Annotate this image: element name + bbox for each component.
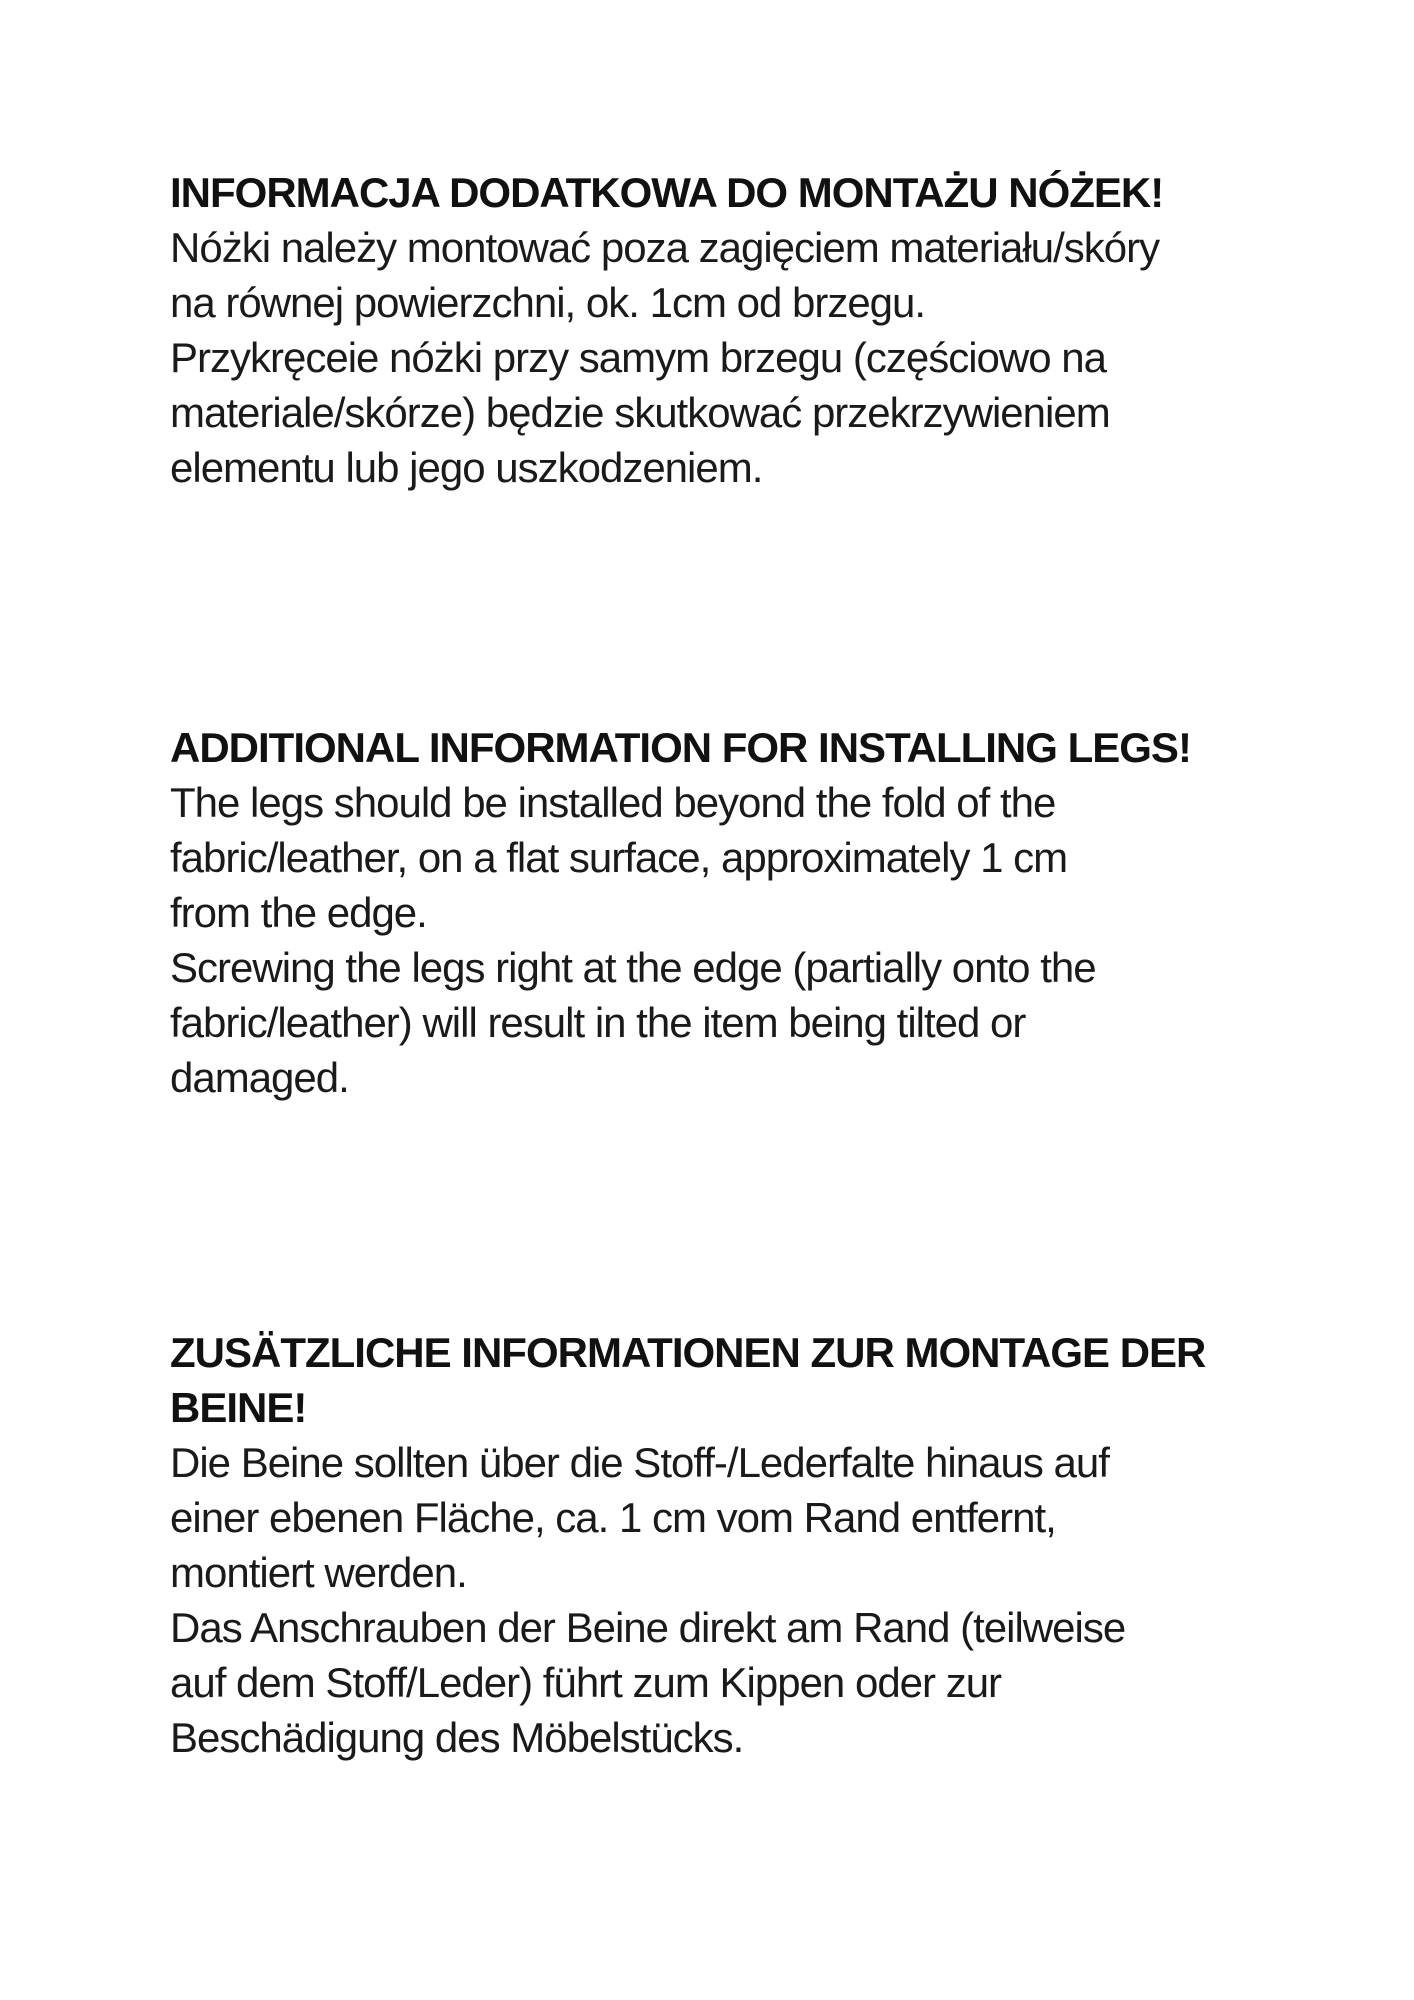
text-line: auf dem Stoff/Leder) führt zum Kippen oder zur	[170, 1659, 1002, 1706]
text-line: fabric/leather, on a flat surface, approximately 1 cm	[170, 834, 1068, 881]
section-english	[170, 720, 1314, 1105]
text-line: montiert werden.	[170, 1549, 467, 1596]
text-line: Die Beine sollten über die Stoff-/Lederfalte hinaus auf	[170, 1439, 1109, 1486]
text-line: Przykręceie nóżki przy samym brzegu (częściowo na	[170, 334, 1106, 381]
section-title-english	[170, 720, 1314, 775]
section-polish	[170, 165, 1314, 495]
section-title-polish	[170, 165, 1314, 220]
text-line: from the edge.	[170, 889, 427, 936]
text-line: elementu lub jego uszkodzeniem.	[170, 444, 763, 491]
text-line: Beschädigung des Möbelstücks.	[170, 1714, 744, 1761]
section-body-german	[170, 1435, 1314, 1765]
text-line: ZUSÄTZLICHE INFORMATIONEN ZUR MONTAGE DER	[170, 1329, 1206, 1376]
text-line: Screwing the legs right at the edge (partially onto the	[170, 944, 1096, 991]
text-line: BEINE!	[170, 1384, 307, 1431]
text-line: The legs should be installed beyond the fold of the	[170, 779, 1056, 826]
text-line: INFORMACJA DODATKOWA DO MONTAŻU NÓŻEK!	[170, 169, 1164, 216]
text-line: Nóżki należy montować poza zagięciem materiału/skóry	[170, 224, 1160, 271]
text-line: materiale/skórze) będzie skutkować przekrzywieniem	[170, 389, 1110, 436]
text-line: einer ebenen Fläche, ca. 1 cm vom Rand entfernt,	[170, 1494, 1056, 1541]
section-body-polish	[170, 220, 1314, 495]
text-line: ADDITIONAL INFORMATION FOR INSTALLING LEGS!	[170, 724, 1191, 771]
text-line: damaged.	[170, 1054, 349, 1101]
section-german	[170, 1325, 1314, 1765]
section-title-german	[170, 1325, 1314, 1435]
text-line: na równej powierzchni, ok. 1cm od brzegu.	[170, 279, 926, 326]
text-line: Das Anschrauben der Beine direkt am Rand (teilweise	[170, 1604, 1126, 1651]
text-line: fabric/leather) will result in the item being tilted or	[170, 999, 1026, 1046]
section-body-english	[170, 775, 1314, 1105]
